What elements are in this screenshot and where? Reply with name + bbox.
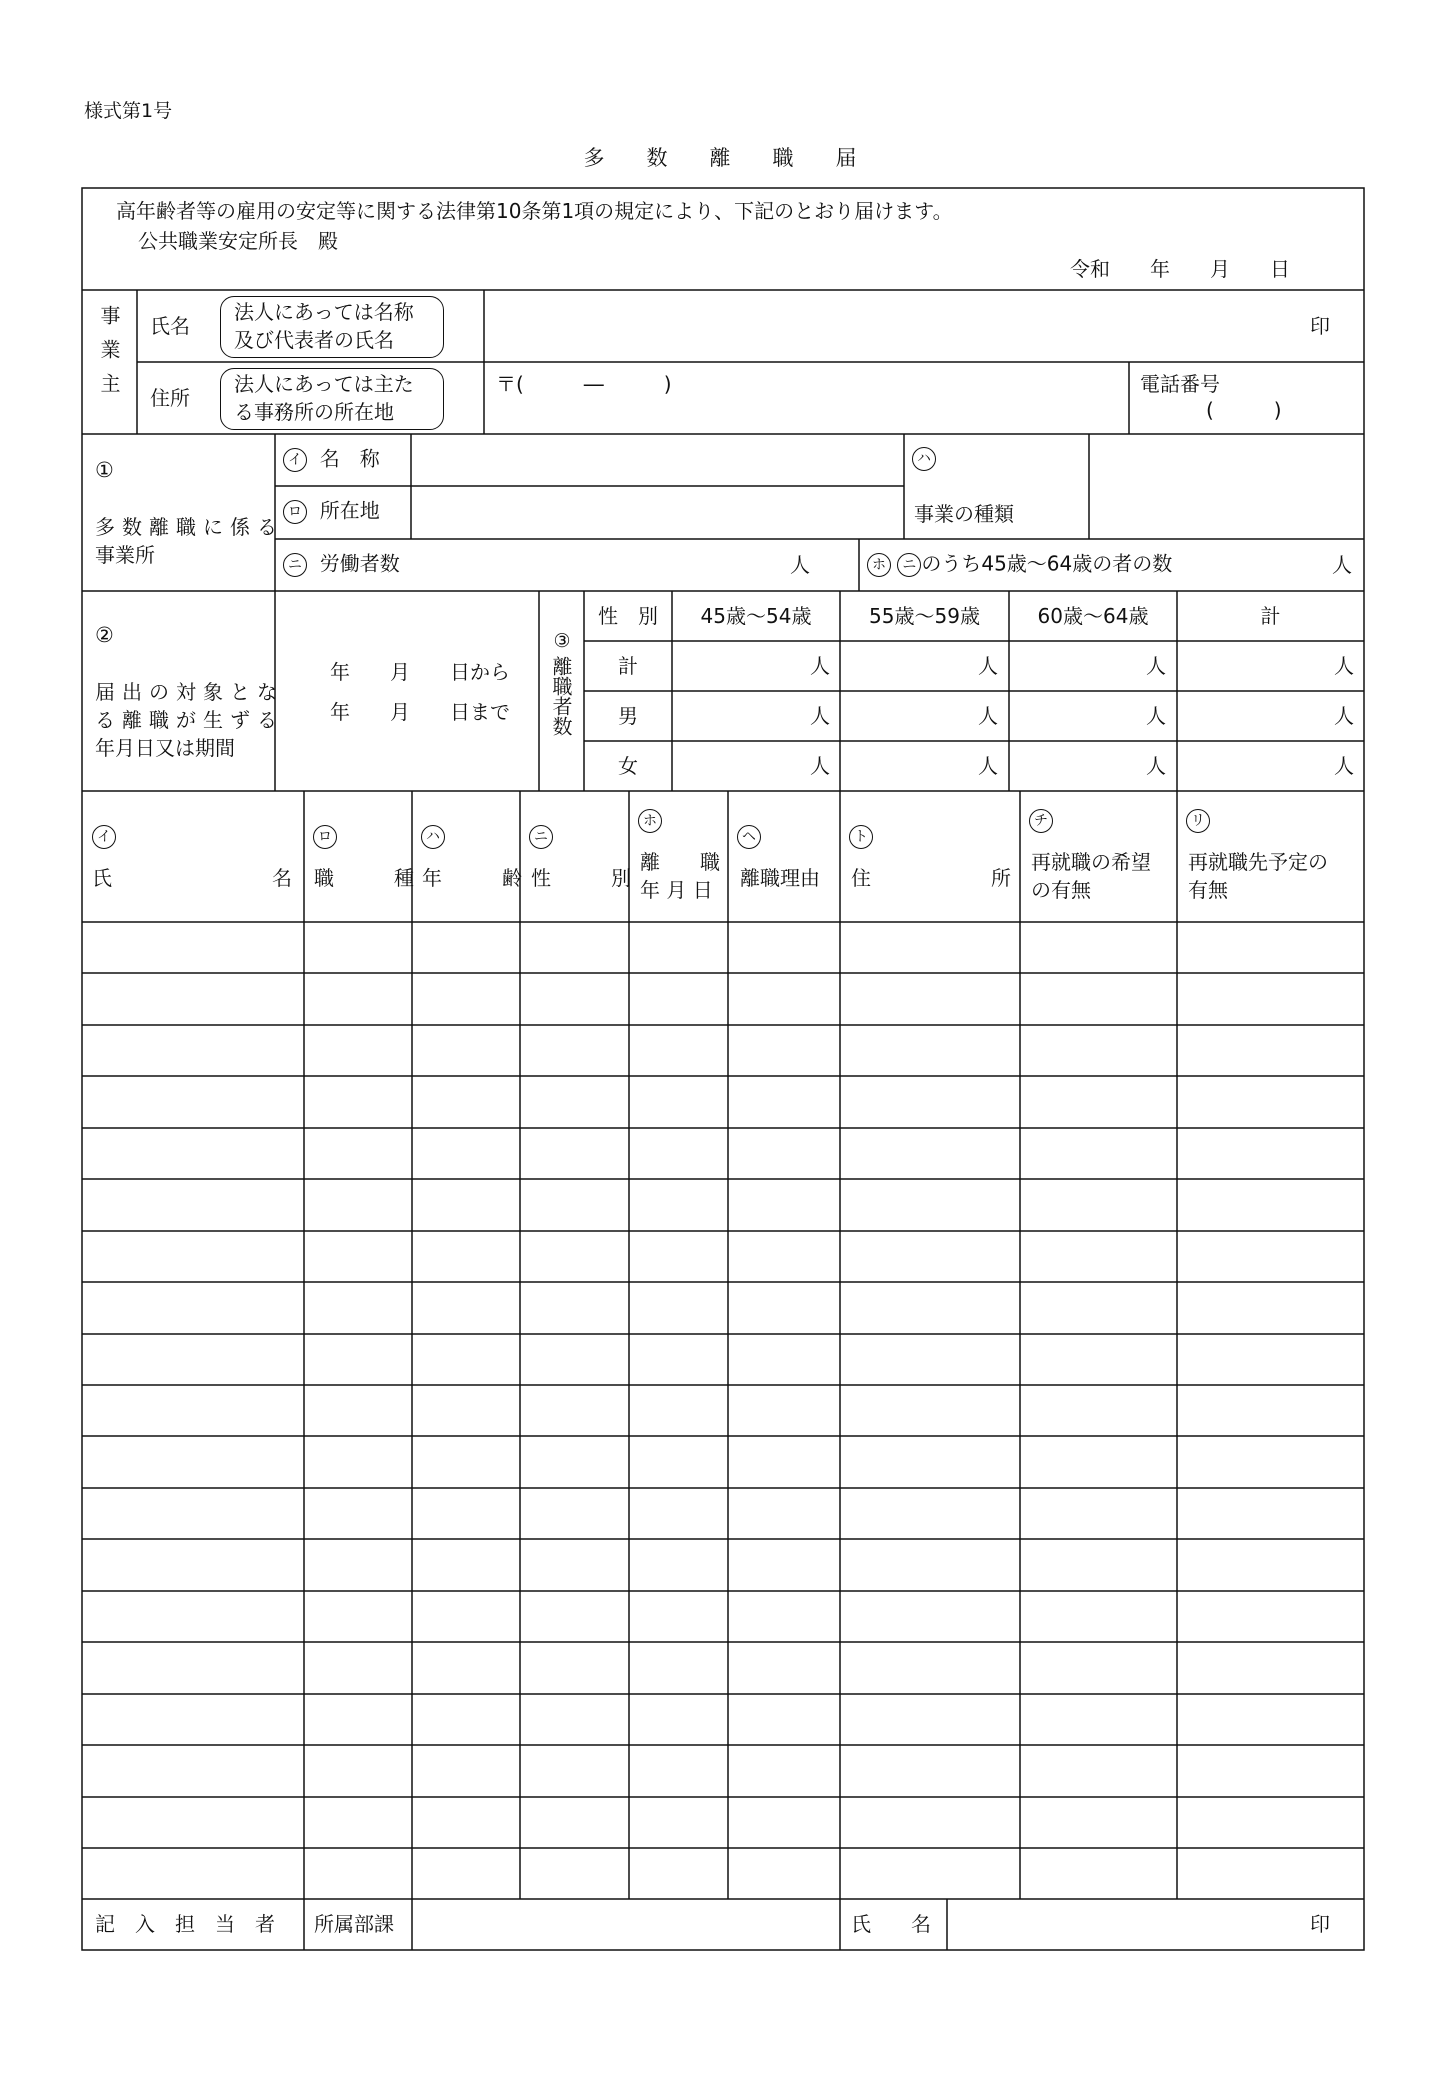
ha-circle-icon: ハ (421, 825, 445, 849)
form-title: 多 数 離 職 届 (583, 146, 857, 170)
ri-circle-icon: リ (1186, 809, 1210, 833)
employer-name-field[interactable] (486, 292, 1286, 360)
unit-cell: 人 (1334, 754, 1354, 778)
worker-count-text: 労働者数 (319, 551, 400, 576)
section1-label-line1: 多数離職に係る (95, 515, 284, 539)
person-in-charge-label: 記 入 担 当 者 (95, 1912, 275, 1936)
list-col-age-header: 年 齢 (422, 866, 522, 890)
department-field[interactable] (414, 1901, 838, 1948)
ho-circle-icon: ホ (867, 553, 891, 577)
worker-count-label (283, 553, 400, 577)
list-col-date-header-line2: 年 月 日 (640, 878, 713, 902)
ni-circle-icon: ニ (529, 825, 553, 849)
employer-name-note-line1: 法人にあっては名称 (234, 300, 414, 324)
sex-column-header: 性 別 (598, 604, 658, 628)
list-col-sex-header: 性 別 (531, 866, 631, 890)
unit-cell: 人 (810, 754, 830, 778)
ho-circle-icon: ホ (638, 809, 662, 833)
age-45-54-header: 45歳～54歳 (700, 604, 812, 628)
list-col-name-mark (92, 825, 116, 849)
unit-cell: 人 (978, 754, 998, 778)
list-col-date-mark (638, 809, 662, 833)
unit-cell: 人 (978, 704, 998, 728)
section2-label-line1: 届出の対象とな (95, 680, 284, 704)
office-location-text: 所在地 (319, 498, 380, 523)
row-female-label: 女 (618, 754, 638, 778)
unit-cell: 人 (810, 704, 830, 728)
period-to-field[interactable]: 年 月 日まで (330, 700, 510, 724)
i-circle-icon: イ (92, 825, 116, 849)
i-circle-icon: イ (283, 448, 307, 472)
intro-statement: 高年齢者等の雇用の安定等に関する法律第10条第1項の規定により、下記のとおり届けます。 (116, 199, 953, 223)
age-55-59-header: 55歳～59歳 (869, 604, 980, 628)
age-45-64-count-label (867, 553, 1172, 577)
employer-seal-mark: 印 (1310, 314, 1330, 338)
list-col-reason-mark (737, 825, 761, 849)
section2-label-line3: 年月日又は期間 (95, 736, 235, 760)
employer-name-note-line2: 及び代表者の氏名 (234, 328, 394, 352)
office-name-text: 名 称 (319, 446, 380, 471)
unit-cell: 人 (1146, 654, 1166, 678)
separated-worker-list-body[interactable] (84, 924, 1362, 1897)
list-col-rehire-wish-line1: 再就職の希望 (1031, 850, 1151, 874)
list-col-address-header: 住 所 (851, 866, 1011, 890)
row-male-label: 男 (618, 704, 638, 728)
period-from-field[interactable]: 年 月 日から (330, 660, 510, 684)
list-col-rehire-plan-mark (1186, 809, 1210, 833)
phone-field[interactable]: ( ) (1206, 398, 1282, 422)
office-name-field[interactable] (413, 436, 902, 484)
chi-circle-icon: チ (1029, 809, 1053, 833)
employer-address-note-line2: る事務所の所在地 (234, 400, 394, 424)
list-col-rehire-plan-line1: 再就職先予定の (1188, 850, 1328, 874)
section1-number: ① (95, 458, 114, 482)
section3-label: 離職者数 (549, 656, 573, 736)
business-type-field[interactable] (1091, 436, 1362, 537)
person-name-field[interactable] (949, 1901, 1289, 1948)
ro-circle-icon: ロ (283, 500, 307, 524)
list-col-sex-mark (529, 825, 553, 849)
footer-seal-mark: 印 (1310, 1912, 1330, 1936)
to-circle-icon: ト (849, 825, 873, 849)
list-col-date-header-line1: 離 職 (640, 850, 720, 874)
row-total-label: 計 (618, 654, 638, 678)
employer-label: 事業主 (97, 305, 121, 407)
unit-cell: 人 (1334, 704, 1354, 728)
list-col-rehire-wish-mark (1029, 809, 1053, 833)
postal-code-field[interactable]: 〒( ― ) (496, 372, 672, 396)
ha-mark (912, 447, 936, 471)
total-column-header: 計 (1260, 604, 1281, 628)
list-col-name-header: 氏 名 (92, 866, 292, 890)
unit-cell: 人 (1146, 754, 1166, 778)
unit-cell: 人 (1146, 704, 1166, 728)
list-col-job-header: 職 種 (314, 866, 414, 890)
list-col-reason-header: 離職理由 (740, 866, 820, 890)
employer-name-label: 氏名 (150, 314, 190, 338)
section2-label-line2: る離職が生ずる (95, 708, 284, 732)
submission-date: 令和 年 月 日 (1070, 257, 1290, 281)
ni-circle-icon: ニ (283, 553, 307, 577)
form-number: 様式第1号 (84, 100, 173, 122)
unit-cell: 人 (978, 654, 998, 678)
ha-circle-icon: ハ (912, 447, 936, 471)
list-col-rehire-wish-line2: の有無 (1031, 878, 1091, 902)
section2-number: ② (95, 623, 114, 647)
office-location-field[interactable] (413, 488, 902, 537)
office-name-label (283, 448, 380, 472)
ro-circle-icon: ロ (313, 825, 337, 849)
unit-cell: 人 (810, 654, 830, 678)
office-addressee: 公共職業安定所長 殿 (138, 229, 338, 253)
age-45-64-count-unit: 人 (1332, 553, 1352, 577)
list-col-age-mark (421, 825, 445, 849)
list-col-job-mark (313, 825, 337, 849)
department-label: 所属部課 (314, 1912, 394, 1936)
office-location-label (283, 500, 380, 524)
list-col-address-mark (849, 825, 873, 849)
age-60-64-header: 60歳～64歳 (1037, 604, 1149, 628)
section1-label-line2: 事業所 (95, 543, 155, 567)
section3-number: ③ (553, 630, 571, 652)
unit-cell: 人 (1334, 654, 1354, 678)
list-col-rehire-plan-line2: 有無 (1188, 878, 1228, 902)
age-45-64-count-text: のうち45歳～64歳の者の数 (921, 551, 1173, 576)
person-name-label: 氏 名 (851, 1912, 931, 1936)
phone-label: 電話番号 (1140, 372, 1220, 396)
ni-circle-icon: ニ (897, 553, 921, 577)
business-type-label: 事業の種類 (914, 502, 1014, 526)
employer-address-note-line1: 法人にあっては主た (234, 372, 414, 396)
employer-address-label: 住所 (150, 386, 190, 410)
worker-count-unit: 人 (790, 553, 810, 577)
he-circle-icon: ヘ (737, 825, 761, 849)
